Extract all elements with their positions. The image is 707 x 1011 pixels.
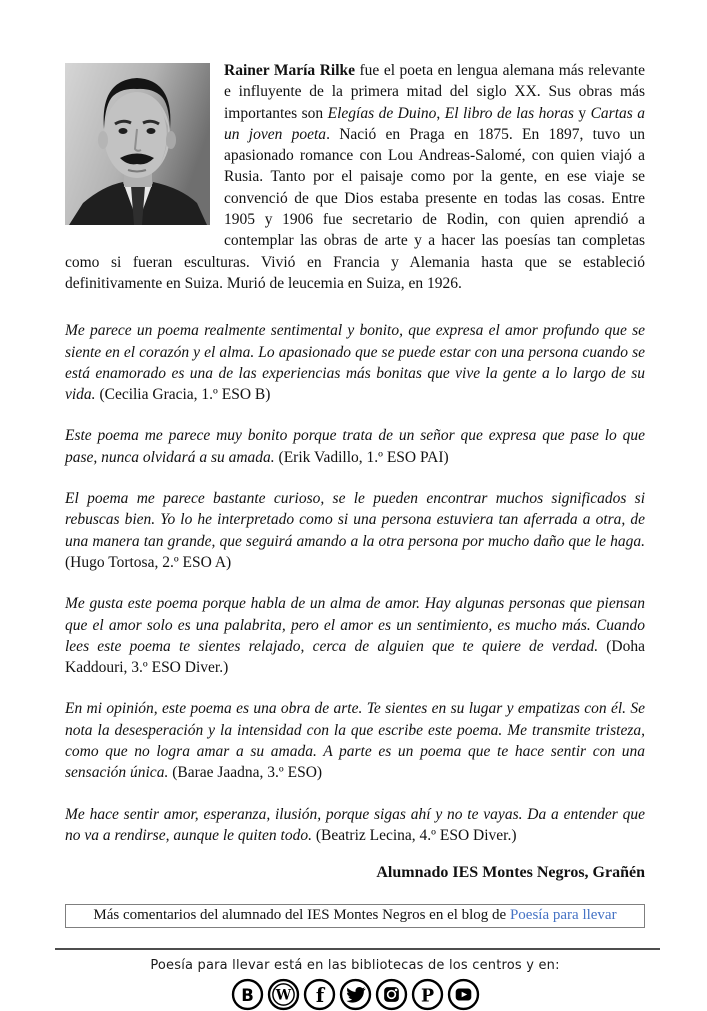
svg-text:P: P [420, 986, 434, 1007]
poesia-para-llevar-link[interactable]: Poesía para llevar [509, 907, 617, 924]
comment-attribution: (Erik Vadillo, 1.º ESO PAI) [278, 448, 449, 466]
signature-line: Alumnado IES Montes Negros, Grañén [376, 864, 645, 882]
biography-section [65, 60, 645, 294]
svg-text:f: f [315, 984, 324, 1008]
comment-text: Me parece un poema realmente sentimental y bonito, que expresa el amor profundo que se siente en el corazón y el alma. Lo apasionado que se puede estar con una persona cuando se está enamorado es una de las experiencias más bonitas que vive la gente a lo largo de su vida. [65, 322, 645, 404]
comment-paragraph [65, 488, 645, 573]
youtube-icon[interactable] [447, 978, 480, 1011]
wordpress-icon[interactable] [267, 978, 300, 1011]
comment-text: Me hace sentir amor, esperanza, ilusión, porque sigas ahí y no te vayas. Da a entender que no va a rendirse, aunque le quiten todo. [65, 805, 645, 844]
pinterest-icon[interactable] [411, 978, 444, 1011]
blogger-icon[interactable] [231, 978, 264, 1011]
more-comments-text: Más comentarios del alumnado del IES Montes Negros en el blog de [93, 907, 510, 924]
comments-section [65, 320, 645, 846]
svg-text:W: W [275, 987, 291, 1004]
comment-paragraph [65, 320, 645, 405]
social-icons-row [65, 978, 645, 1011]
comment-attribution: (Cecilia Gracia, 1.º ESO B) [99, 386, 271, 404]
facebook-icon[interactable] [303, 978, 336, 1011]
comment-text: En mi opinión, este poema es una obra de arte. Te sientes en su lugar y empatizas con él. Se nota la desesperación y la intensidad con la que escribe este poema. Me transmite tristeza, como que no logra amar a su amada. A parte es un poema que te hace sentir con una sensación única. [65, 700, 645, 782]
comment-text: Me gusta este poema porque habla de un alma de amor. Hay algunas personas que piensan que el amor solo es una palabrita, pero el amor es un sentimiento, es mucho más. Cuando lees este poema te sientes relajado, cerca de alguien que te quiere de verdad. [65, 595, 645, 655]
instagram-icon[interactable] [375, 978, 408, 1011]
document-page [65, 60, 645, 1011]
comment-text: El poema me parece bastante curioso, se le pueden encontrar muchos significados si rebuscas bien. Yo lo he interpretado como si una persona estuviera tan aferrada a otra, de una manera tan grande, que seguirá amando a la otra persona por mucho daño que le haga. [65, 490, 645, 550]
comment-attribution: (Doha Kaddouri, 3.º ESO Diver.) [65, 637, 646, 677]
comment-attribution: (Hugo Tortosa, 2.º ESO A) [65, 553, 232, 571]
comment-paragraph [65, 804, 645, 847]
comment-paragraph [65, 593, 645, 678]
comment-paragraph [65, 425, 645, 468]
comment-attribution: (Beatriz Lecina, 4.º ESO Diver.) [315, 826, 517, 844]
comment-text: Este poema me parece muy bonito porque trata de un señor que expresa que pase lo que pase, nunca olvidará a su amada. [65, 427, 645, 466]
svg-text:B: B [240, 986, 254, 1006]
comment-paragraph [65, 698, 645, 783]
twitter-icon[interactable] [339, 978, 372, 1011]
comment-attribution: (Barae Jaadna, 3.º ESO) [172, 764, 323, 782]
biography-paragraph: Rainer María Rilke fue el poeta en lengua alemana más relevante e influyente de la primera mitad del siglo XX. Sus obras más importantes son Elegías de Duino, El libro de las horas y Cartas a un joven poeta. Nació en Praga en 1875. En 1897, tuvo un apasionado romance con Lou Andreas-Salomé, con quien viajó a Rusia. Tanto por el paisaje como por la gente, en ese viaje se convenció de que Dios estaba presente en todas las cosas. Entre 1905 y 1906 fue secretario de Rodin, con quien aprendió a contemplar las obras de arte y a hacer las poesías tan completas como si fueran esculturas. Vivió en Francia y Alemania hasta que se estableció definitivamente en Suiza. Murió de leucemia en Suiza, en 1926. [65, 62, 645, 292]
rilke-portrait-photo [65, 63, 210, 225]
footer-divider [55, 948, 660, 950]
footer-tagline: Poesía para llevar está en las bibliotecas de los centros y en: [150, 958, 560, 974]
more-comments-box [65, 904, 645, 928]
